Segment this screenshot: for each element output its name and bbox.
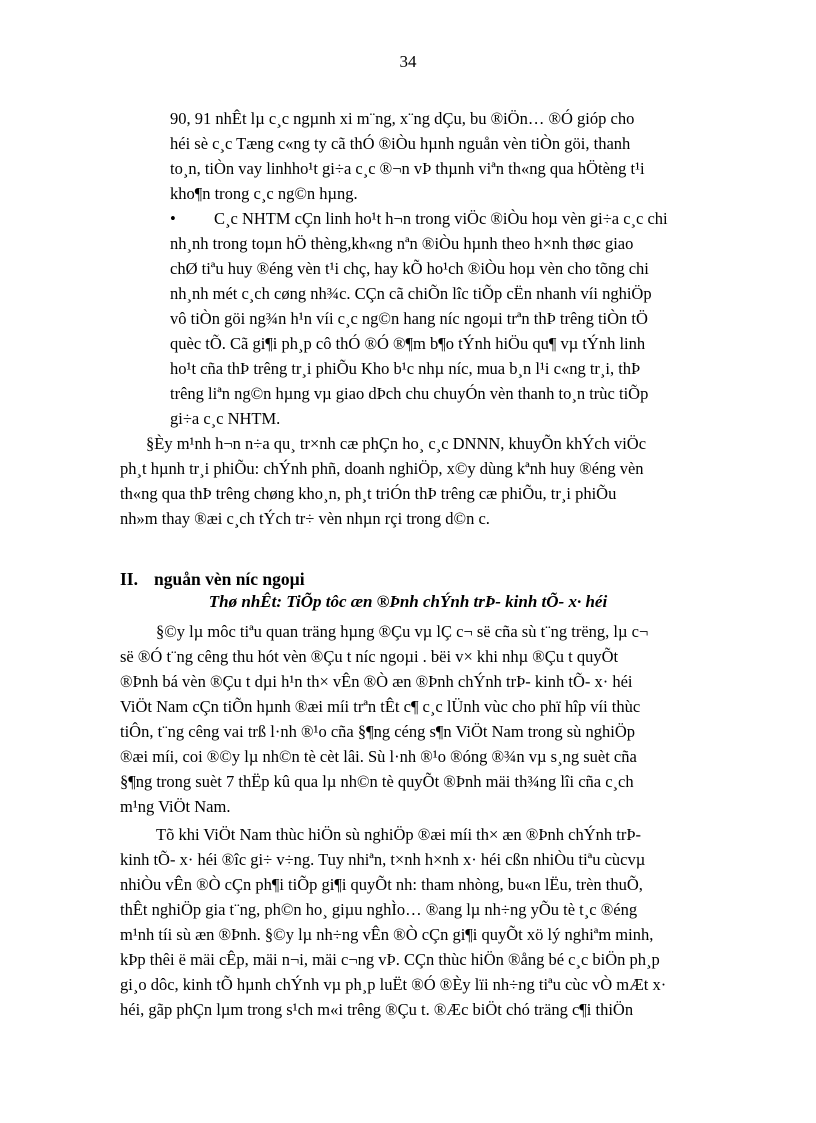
paragraph-line: §¶ng trong suèt 7 thËp kû qua lµ nh©n tè quyÕt ®Þnh mäi th¾ng lîi cña c¸ch <box>120 772 634 791</box>
paragraph-line: ®Þnh bá vèn ®Çu t dµi h¹n th× vÊn ®Ò æn ®Þnh chÝnh trÞ- kinh tÕ- x· héi <box>120 672 633 691</box>
paragraph-3 <box>120 619 696 819</box>
bullet-icon: • <box>170 209 176 228</box>
paragraph-4 <box>120 822 696 1022</box>
section-heading <box>120 568 305 590</box>
paragraph-line: kho¶n trong c¸c ng©n hµng. <box>170 184 358 203</box>
paragraph-line: nh¸nh trong toµn hÖ thèng,kh«ng nªn ®iÒu hµnh theo h×nh thøc giao <box>170 234 634 253</box>
paragraph-line: kinh tÕ- x· héi ®îc gi÷ v÷ng. Tuy nhiªn, t×nh h×nh x· héi cßn nhiÒu tiªu cùcvµ <box>120 850 646 869</box>
paragraph-line: ®æi míi, coi ®©y lµ nh©n tè cèt lâi. Sù l·nh ®¹o ®óng ®¾n vµ s¸ng suèt cña <box>120 747 637 766</box>
paragraph-line: kÞp thêi ë mäi cÊp, mäi n¬i, mäi c¬ng vÞ. CÇn thùc hiÖn ®ång bé c¸c biÖn ph¸p <box>120 950 660 969</box>
paragraph-line: ho¹t cña thÞ trêng tr¸i phiÕu Kho b¹c nhµ níc, mua b¸n l¹i c«ng tr¸i, thÞ <box>170 359 641 378</box>
page-number: 34 <box>399 52 417 71</box>
paragraph-line: §©y lµ môc tiªu quan träng hµng ®Çu vµ lÇ c¬ së cña sù t¨ng trëng, lµ c¬ <box>156 622 649 641</box>
paragraph-line: ph¸t hµnh tr¸i phiÕu: chÝnh phñ, doanh nghiÖp, x©y dùng kªnh huy ®éng vèn <box>120 459 644 478</box>
paragraph-line: trêng liªn ng©n hµng vµ giao dÞch chu chuyÓn vèn thanh to¸n trùc tiÕp <box>170 384 649 403</box>
paragraph-line: héi sè c¸c Tæng c«ng ty cã thÓ ®iÒu hµnh nguån vèn tiÒn göi, thanh <box>170 134 631 153</box>
section-subtitle: Thø nhÊt: TiÕp tôc æn ®Þnh chÝnh trÞ- kinh tÕ- x· héi <box>208 592 608 611</box>
paragraph-line: quèc tÕ. Cã gi¶i ph¸p cô thÓ ®Ó ®¶m b¶o tÝnh hiÖu qu¶ vµ tÝnh linh <box>170 334 646 353</box>
paragraph-line: Tõ khi ViÖt Nam thùc hiÖn sù nghiÖp ®æi míi th× æn ®Þnh chÝnh trÞ- <box>156 825 642 844</box>
paragraph-line: 90, 91 nhÊt lµ c¸c ngµnh xi m¨ng, x¨ng dÇu, bu ®iÖn… ®Ó gióp cho <box>170 109 635 128</box>
paragraph-line: vô tiÒn göi ng¾n h¹n víi c¸c ng©n hang níc ngoµi trªn thÞ trêng tiÒn tÖ <box>170 309 648 328</box>
paragraph-line: C¸c NHTM cÇn linh ho¹t h¬n trong viÖc ®iÒu hoµ vèn gi÷a c¸c chi <box>214 209 668 228</box>
paragraph-line: m¹ng ViÖt Nam. <box>120 797 231 816</box>
paragraph-2 <box>120 431 696 531</box>
paragraph-line: §Èy m¹nh h¬n n÷a qu¸ tr×nh cæ phÇn ho¸ c¸c DNNN, khuyÕn khÝch viÖc <box>146 434 647 453</box>
paragraph-line: th«ng qua thÞ trêng chøng kho¸n, ph¸t triÓn thÞ trêng cæ phiÕu, tr¸i phiÕu <box>120 484 617 503</box>
section-title: nguån vèn níc ngoµi <box>154 569 305 589</box>
paragraph-1 <box>170 106 696 206</box>
paragraph-line: nh»m thay ®æi c¸ch tÝch tr÷ vèn nhµn rçi trong d©n c. <box>120 509 490 528</box>
paragraph-line: chØ tiªu huy ®éng vèn t¹i chç, hay kÕ ho¹ch ®iÒu hoµ vèn cho tõng chi <box>170 259 649 278</box>
section-numeral: II. <box>120 569 138 589</box>
bullet-item <box>170 206 696 431</box>
paragraph-line: tiÔn, t¨ng cêng vai trß l·nh ®¹o cña §¶ng céng s¶n ViÖt Nam trong sù nghiÖp <box>120 722 636 741</box>
paragraph-line: thÊt nghiÖp gia t¨ng, ph©n ho¸ giµu nghÌo… ®ang lµ nh÷ng yÕu tè t¸c ®éng <box>120 900 638 919</box>
paragraph-line: nhiÒu vÊn ®Ò cÇn ph¶i tiÕp gi¶i quyÕt nh: tham nhòng, bu«n lËu, trèn thuÕ, <box>120 875 643 894</box>
paragraph-line: héi, gãp phÇn lµm trong s¹ch m«i trêng ®Çu t. ®Æc biÖt chó träng c¶i thiÖn <box>120 1000 634 1019</box>
paragraph-line: ViÖt Nam cÇn tiÕn hµnh ®æi míi trªn tÊt c¶ c¸c lÜnh vùc cho phï hîp víi thùc <box>120 697 641 716</box>
paragraph-line: m¹nh tíi sù æn ®Þnh. §©y lµ nh÷ng vÊn ®Ò cÇn gi¶i quyÕt xö lý nghiªm minh, <box>120 925 654 944</box>
paragraph-line: gi÷a c¸c NHTM. <box>170 409 281 428</box>
paragraph-line: së ®Ó t¨ng cêng thu hót vèn ®Çu t níc ngoµi . bëi v× khi nhµ ®Çu t quyÕt <box>120 647 619 666</box>
paragraph-line: gi¸o dôc, kinh tÕ hµnh chÝnh vµ ph¸p luËt ®Ó ®Èy lïi nh÷ng tiªu cùc vÒ mÆt x· <box>120 975 667 994</box>
paragraph-line: nh¸nh mét c¸ch cøng nh¾c. CÇn cã chiÕn lîc tiÕp cËn nhanh víi nghiÖp <box>170 284 652 303</box>
paragraph-line: to¸n, tiÒn vay linhho¹t gi÷a c¸c ®¬n vÞ thµnh viªn th«ng qua hÖtèng t¹i <box>170 159 645 178</box>
